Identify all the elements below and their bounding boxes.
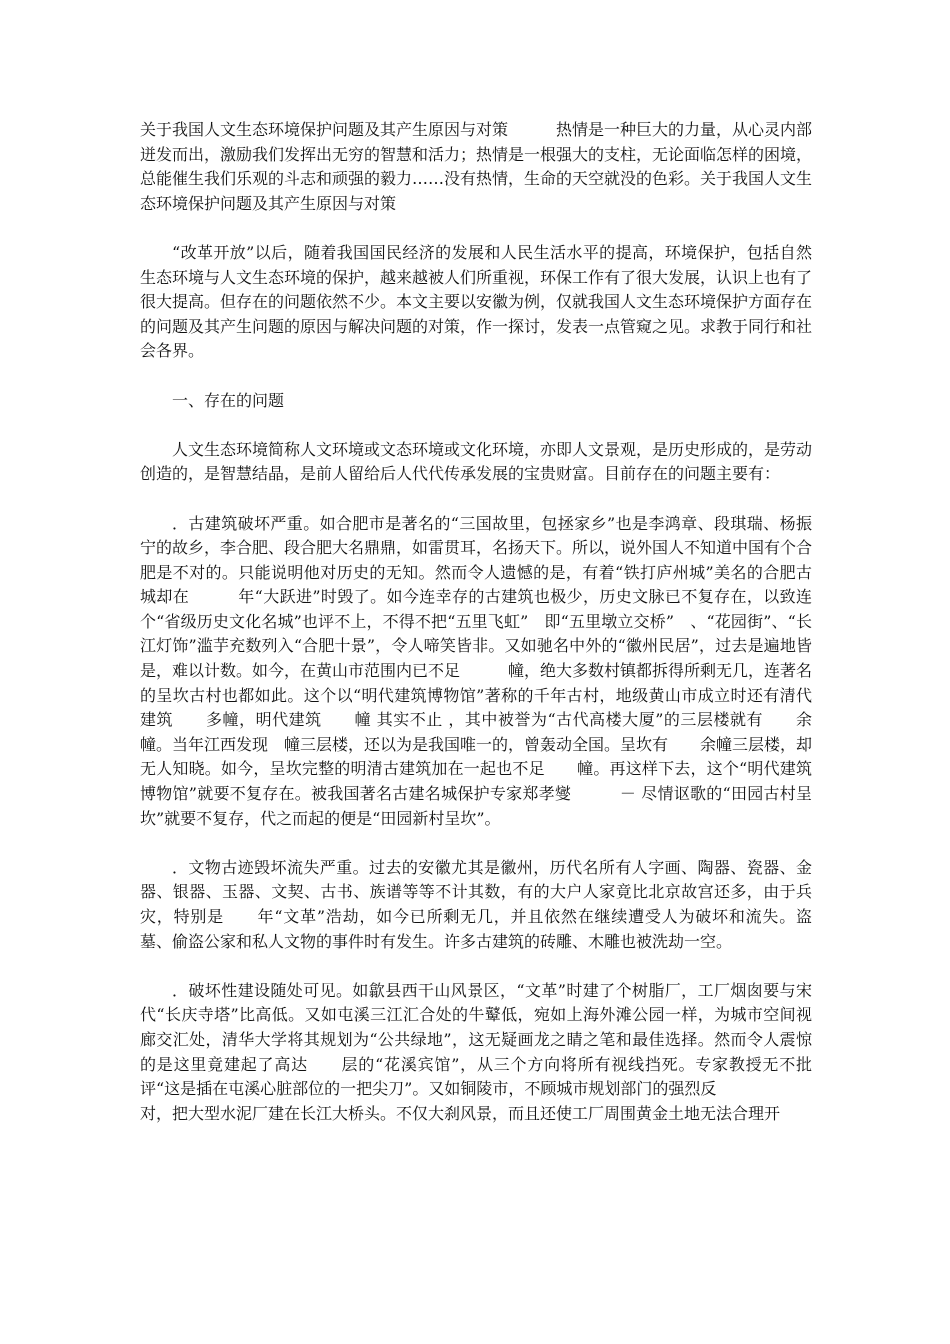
item-3-continuation: 对，把大型水泥厂建在长江大桥头。不仅大刹风景，而且还使工厂周围黄金土地无法合理开 [140,1103,781,1123]
section-intro-paragraph: 人文生态环境简称人文环境或文态环境或文化环境，亦即人文景观，是历史形成的，是劳动创造的，是智慧结晶，是前人留给后人代代传承发展的宝贵财富。目前存在的问题主要有： [140,439,813,484]
item-1-paragraph: ．古建筑破坏严重。如合肥市是著名的“三国故里，包拯家乡”也是李鸿章、段琪瑞、杨振宁的故乡，李合肥、段合肥大名鼎鼎，如雷贯耳，名扬天下。所以，说外国人不知道中国有个合肥是不对的。只能说明他对历史的无知。然而令人遗憾的是，有着“铁打庐州城”美名的合肥古城却在 年“大跃进”时毁了。如今连幸存的古建筑也极少，历史文脉已不复存在，以致连个“省级历史文化名城”也评不上，不得不把“五里飞虹” 即“五里墩立交桥” 、“花园街”、“长江灯饰”滥芋充数列入“合肥十景”，令人啼笑皆非。又如驰名中外的“徽州民居”，过去是遍地皆是，难以计数。如今，在黄山市范围内已不足 幢，绝大多数村镇都拆得所剩无几，连著名的呈坎古村也都如此。这个以“明代建筑博物馆”著称的千年古村，地级黄山市成立时还有清代建筑 多幢，明代建筑 幢 其实不止 ，其中被誉为“古代高楼大厦”的三层楼就有 余幢。当年江西发现 幢三层楼，还以为是我国唯一的，曾轰动全国。呈坎有 余幢三层楼，却无人知晓。如今，呈坎完整的明清古建筑加在一起也不足 幢。再这样下去，这个“明代建筑博物馆”就要不复存在。被我国著名古建名城保护专家郑孝燮 － 尽情讴歌的“田园古村呈坎”就要不复存，代之而起的便是“田园新村呈坎”。 [140,513,813,828]
paragraph-gap [140,413,812,438]
section-heading: 一、存在的问题 [172,390,285,410]
paragraph-gap [140,364,812,389]
paragraph-gap [140,487,812,512]
paragraph-gap [140,954,812,979]
intro-paragraph: 关于我国人文生态环境保护问题及其产生原因与对策 热情是一种巨大的力量，从心灵内部迸发而出，激励我们发挥出无穷的智慧和活力；热情是一根强大的支柱，无论面临怎样的困境，总能催生我们乐观的斗志和顽强的毅力……没有热情，生命的天空就没的色彩。关于我国人文生态环境保护问题及其产生原因与对策 [140,120,813,213]
document-page [140,118,812,1126]
item-2-paragraph: ．文物古迹毁坏流失严重。过去的安徽尤其是徽州，历代名所有人字画、陶器、瓷器、金器、银器、玉器、文契、古书、族谱等等不计其数，有的大户人家竟比北京故宫还多，由于兵灾，特别是 年“文革”浩劫，如今已所剩无几，并且依然在继续遭受人为破坏和流失。盗墓、偷盗公家和私人文物的事件时有发生。许多古建筑的砖雕、木雕也被洗劫一空。 [140,857,812,951]
paragraph-gap [140,831,812,856]
item-3-paragraph: ．破坏性建设随处可见。如歙县西干山风景区，“文革”时建了个树脂厂，工厂烟囱要与宋代“长庆寺塔”比高低。又如屯溪三江汇合处的牛鼙低，宛如上海外滩公园一样，为城市空间视廊交汇处，清华大学将其规划为“公共绿地”，这无疑画龙之睛之笔和最佳选择。然而令人震惊的是这里竟建起了高达 层的“花溪宾馆”，从三个方向将所有视线挡死。专家教授无不批评“这是插在屯溪心脏部位的一把尖刀”。又如铜陵市，不顾城市规划部门的强烈反 [140,980,812,1099]
preface-paragraph: “改革开放”以后，随着我国国民经济的发展和人民生活水平的提高，环境保护，包括自然生态环境与人文生态环境的保护，越来越被人们所重视，环保工作有了很大发展，认识上也有了很大提高。但存在的问题依然不少。本文主要以安徽为例，仅就我国人文生态环境保护方面存在的问题及其产生问题的原因与解决问题的对策，作一探讨，发表一点管窥之见。求教于同行和社会各界。 [140,242,813,361]
paragraph-gap [140,216,812,241]
